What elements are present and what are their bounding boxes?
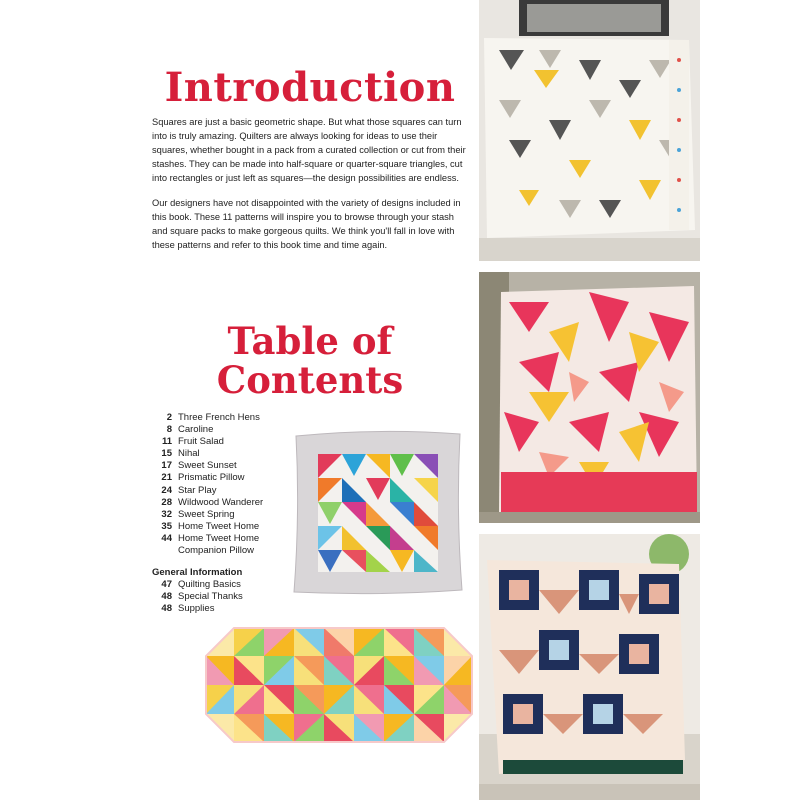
toc-page-number: 32: [161, 508, 172, 520]
toc-page-number: 11: [161, 436, 172, 448]
prismatic-pillow-image: [288, 428, 468, 598]
toc-title: Nihal: [178, 448, 200, 460]
toc-page-number: 2: [166, 412, 172, 423]
toc-page-number: 8: [166, 424, 172, 436]
toc-title: Sweet Spring: [178, 508, 235, 520]
toc-page-number: 35: [161, 520, 172, 532]
toc-title: Special Thanks: [178, 591, 243, 603]
toc-title: Three French Hens: [178, 412, 260, 423]
toc-page-number: 21: [161, 472, 172, 484]
toc-page-number: 28: [161, 496, 172, 508]
toc-page-number: 44: [161, 532, 172, 544]
home-tweet-home-quilt-photo: [479, 534, 700, 800]
toc-title: Prismatic Pillow: [178, 472, 245, 484]
intro-paragraph-2: Our designers have not disappointed with the variety of designs included in this book. These 11 patterns will inspire you to browse through your stash and square packs to make gorgeous quilts. We think you'll fall in love with these patterns and refer to this book time and time again.: [152, 198, 461, 250]
toc-page-number: 47: [161, 579, 172, 591]
toc-title: Sweet Sunset: [178, 460, 237, 472]
toc-page-number: 48: [161, 603, 172, 615]
toc-title: Wildwood Wanderer: [178, 496, 264, 508]
toc-title-line-2: Companion Pillow: [178, 545, 255, 557]
toc-page-number: 48: [161, 591, 172, 603]
toc-title: Star Play: [178, 484, 217, 496]
toc-entry: [152, 412, 312, 424]
toc-heading-line-2: Contents: [216, 358, 404, 402]
toc-page-number: 15: [161, 448, 172, 460]
toc-title-line-1: Home Tweet Home: [178, 532, 260, 544]
three-french-hens-quilt-photo: [479, 0, 700, 261]
toc-title: Quilting Basics: [178, 579, 241, 591]
table-runner-image: [204, 610, 474, 760]
toc-heading-line-1: Table of: [227, 319, 393, 363]
toc-title: Home Tweet Home: [178, 520, 260, 532]
introduction-text: [152, 115, 470, 263]
intro-paragraph-1: Squares are just a basic geometric shape. But what those squares can turn into is truly amazing. Quilters are always looking for ideas to use their squares, whether bought in a pack from a curated collection or cut from their stashes. They can be made into half-square or quarter-square triangles, cut into rectangles or just left as squares—the design possibilities are endless.: [152, 117, 466, 183]
toc-page-number: 24: [161, 484, 172, 496]
sweet-sunset-quilt-photo: [479, 272, 700, 523]
toc-page-number: 17: [161, 460, 172, 472]
toc-title: Caroline: [178, 424, 214, 436]
general-information-heading: General Information: [152, 567, 243, 579]
introduction-heading: Introduction: [164, 64, 456, 111]
toc-title: Supplies: [178, 603, 215, 615]
toc-title: Fruit Salad: [178, 436, 224, 448]
table-of-contents-heading: [210, 319, 410, 402]
